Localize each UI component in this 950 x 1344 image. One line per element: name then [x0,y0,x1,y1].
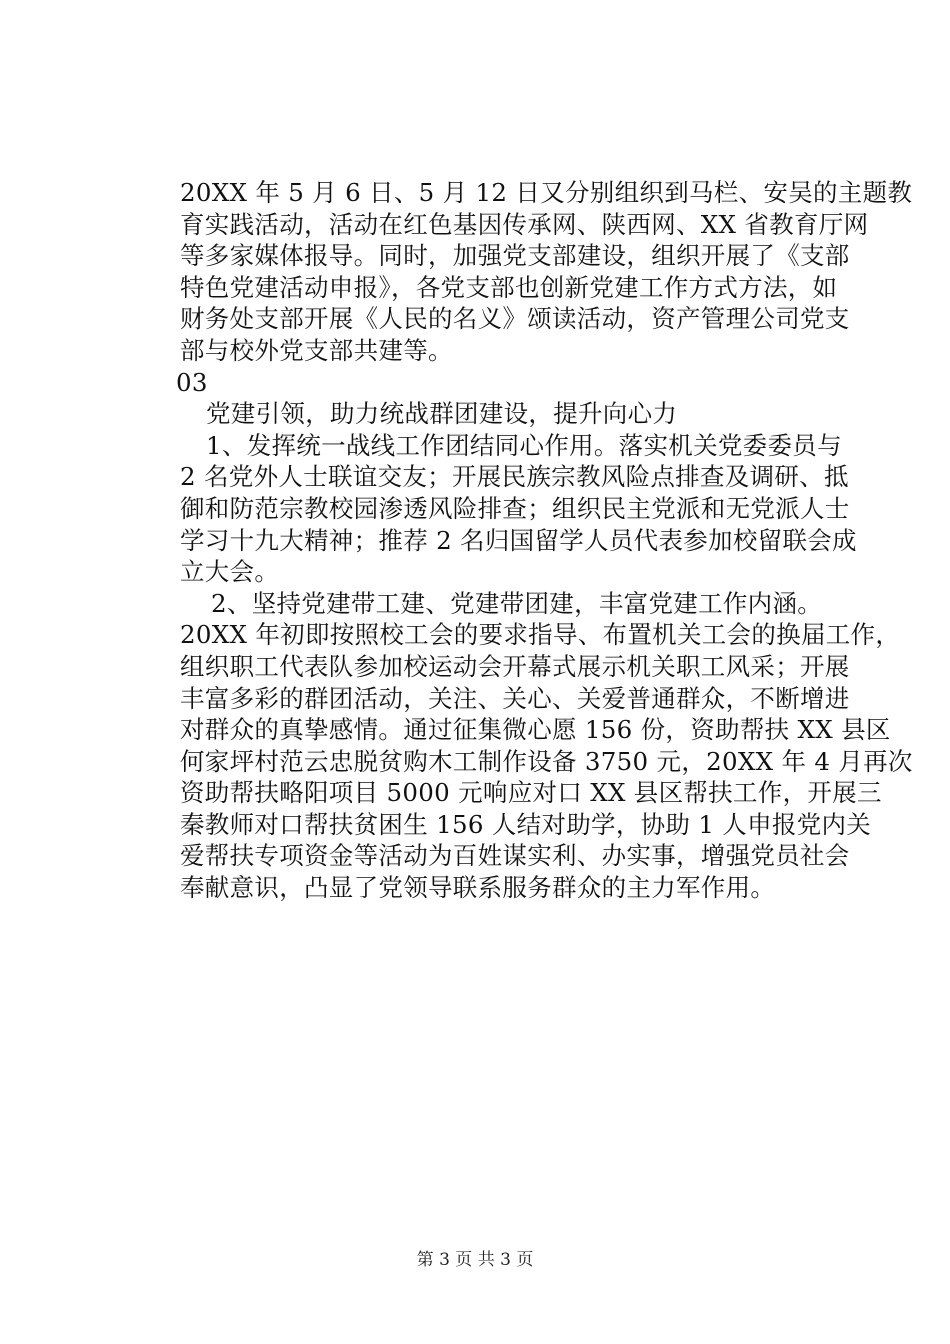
text-line: 2 名党外人士联谊交友；开展民族宗教风险点排查及调研、抵 [180,462,849,492]
page-footer [0,1245,950,1270]
text-line: 财务处支部开展《人民的名义》颂读活动，资产管理公司党支 [180,304,850,334]
paragraph-start-1: 1、发挥统一战线工作团结同心作用。落实机关党委委员与 [206,430,842,460]
text-line: 资助帮扶略阳项目 5000 元响应对口 XX 县区帮扶工作，开展三 [180,778,882,808]
section-heading: 党建引领，助力统战群团建设，提升向心力 [206,399,678,429]
text-line: 何家坪村范云忠脱贫购木工制作设备 3750 元，20XX 年 4 月再次 [180,746,913,776]
text-line: 20XX 年 5 月 6 日、5 月 12 日又分别组织到马栏、安吴的主题教 [180,178,913,207]
text-line: 组织职工代表队参加校运动会开幕式展示机关职工风采；开展 [180,651,850,681]
text-line: 丰富多彩的群团活动，关注、关心、关爱普通群众，不断增进 [180,683,850,713]
text-line: 奉献意识，凸显了党领导联系服务群众的主力军作用。 [180,873,776,903]
document-body [176,177,913,904]
text-line: 等多家媒体报导。同时，加强党支部建设，组织开展了《支部 [180,241,850,271]
text-line: 御和防范宗教校园渗透风险排查；组织民主党派和无党派人士 [180,493,850,523]
text-line: 部与校外党支部共建等。 [180,335,453,365]
page-number-label: 第 3 页 共 3 页 [416,1250,534,1270]
text-line: 秦教师对口帮扶贫困生 156 人结对助学，协助 1 人申报党内关 [180,809,872,839]
text-line: 特色党建活动申报》，各党支部也创新党建工作方式方法，如 [180,272,838,302]
text-line: 20XX 年初即按照校工会的要求指导、布置机关工会的换届工作， [180,620,901,650]
text-line: 育实践活动，活动在红色基因传承网、陕西网、XX 省教育厅网 [180,209,869,239]
section-number: 03 [176,367,208,397]
text-line: 对群众的真挚感情。通过征集微心愿 156 份，资助帮扶 XX 县区 [180,715,891,745]
text-line: 立大会。 [180,557,280,587]
paragraph-start-2: 2、坚持党建带工建、党建带团建，丰富党建工作内涵。 [211,588,823,618]
text-line: 学习十九大精神；推荐 2 名归国留学人员代表参加校留联会成 [180,525,857,555]
text-line: 爱帮扶专项资金等活动为百姓谋实利、办实事，增强党员社会 [180,841,850,871]
